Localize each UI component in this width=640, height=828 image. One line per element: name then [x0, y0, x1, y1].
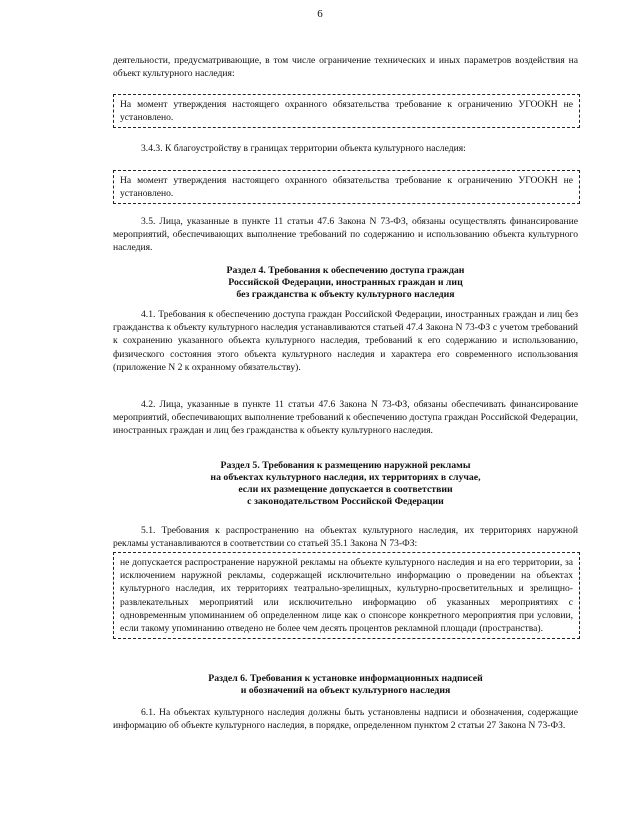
requirement-box-1: На момент утверждения настоящего охранного обязательства требование к ограничению УГООКН не установлено. [113, 94, 580, 128]
paragraph-3-5: 3.5. Лица, указанные в пункте 11 статьи 47.6 Закона N 73-ФЗ, обязаны осуществлять финансирование мероприятий, обеспечивающих выполнение требований по содержанию и использованию объекта культурного наследия. [113, 216, 578, 254]
requirement-box-2: На момент утверждения настоящего охранного обязательства требование к ограничению УГООКН не установлено. [113, 170, 580, 204]
paragraph-4-1: 4.1. Требования к обеспечению доступа граждан Российской Федерации, иностранных граждан и лиц без гражданства к объекту культурного наследия устанавливаются статьей 47.4 Закона N 73-ФЗ с учетом требований к сохранению указанного объекта культурного наследия, требований к его содержанию и использованию, физического состояния этого объекта культурного наследия и характера его современного использования (приложение N 2 к охранному обязательству). [113, 309, 578, 373]
paragraph-4-2: 4.2. Лица, указанные в пункте 11 статьи 47.6 Закона N 73-ФЗ, обязаны обеспечивать финансирование мероприятий, обеспечивающих выполнение требований к обеспечению доступа граждан Российской Федерации, иностранных граждан и лиц без гражданства к объекту культурного наследия. [113, 399, 578, 437]
section-5-line-1: Раздел 5. Требования к размещению наружной рекламы [220, 460, 471, 471]
page-number: 6 [317, 8, 323, 20]
requirement-box-3: не допускается распространение наружной рекламы на объекте культурного наследия и на его территории, за исключением наружной рекламы, содержащей исключительно информацию о проведении на объектах культурного наследия, их территориях театрально-зрелищных, культурно-просветительных и зрелищно-развлекательных мероприятий или исключительно информацию об указанных мероприятиях с одновременным упоминанием об определенном лице как о спонсоре конкретного мероприятия при условии, если такому упоминанию отведено не более чем десять процентов рекламной площади (пространства). [113, 552, 580, 639]
section-6-line-1: Раздел 6. Требования к установке информационных надписей [208, 673, 483, 684]
paragraph-5-1: 5.1. Требования к распространению на объектах культурного наследия, их территориях наружной рекламы устанавливаются в соответствии со статьей 35.1 Закона N 73-ФЗ: [113, 525, 578, 550]
section-6-heading [113, 673, 578, 697]
section-4-line-1: Раздел 4. Требования к обеспечению доступа граждан [226, 265, 465, 276]
section-5-line-3: если их размещение допускается в соответствии [238, 484, 453, 495]
section-5-heading [113, 460, 578, 508]
section-4-line-2: Российской Федерации, иностранных граждан и лиц [228, 277, 463, 288]
section-4-heading [113, 265, 578, 301]
paragraph-6-1: 6.1. На объектах культурного наследия должны быть установлены надписи и обозначения, содержащие информацию об объекте культурного наследия, в порядке, определенном пунктом 2 статьи 27 Закона N 73-ФЗ. [113, 707, 578, 732]
paragraph-intro: деятельности, предусматривающие, в том числе ограничение технических и иных параметров воздействия на объект культурного наследия: [113, 55, 578, 80]
paragraph-3-4-3: 3.4.3. К благоустройству в границах территории объекта культурного наследия: [141, 143, 466, 154]
section-5-line-2: на объектах культурного наследия, их территориях в случае, [210, 472, 481, 483]
section-4-line-3: без гражданства к объекту культурного наследия [236, 289, 455, 300]
section-6-line-2: и обозначений на объект культурного наследия [240, 685, 451, 696]
section-5-line-4: с законодательством Российской Федерации [247, 496, 444, 507]
